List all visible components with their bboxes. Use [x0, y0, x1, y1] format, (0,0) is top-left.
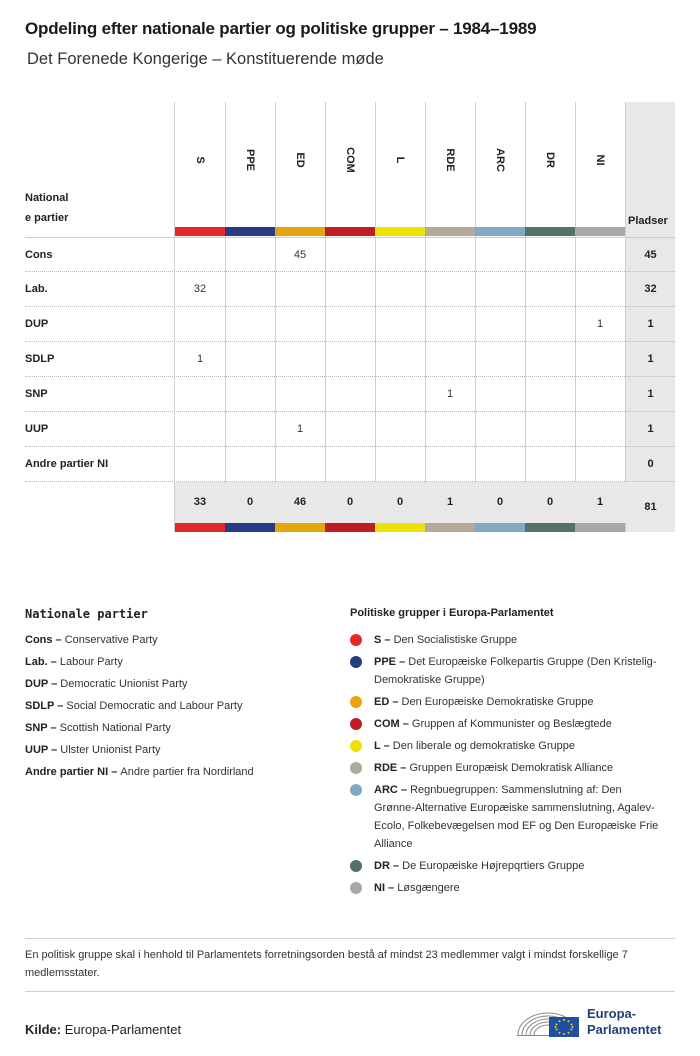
legend-party-name: Scottish National Party [59, 722, 171, 734]
table-cell: 1 [296, 423, 304, 435]
legend-separator: – [380, 740, 393, 752]
legend-party-item [25, 675, 187, 693]
legend-group-item [374, 631, 664, 649]
column-total-cell: 0 [496, 496, 504, 508]
group-color-bar [575, 523, 625, 532]
legend-party-item [25, 653, 123, 671]
legend-group-color-dot [350, 882, 362, 894]
group-color-bar [325, 523, 375, 532]
legend-separator: – [48, 678, 61, 690]
page-title: Opdeling efter nationale partier og politiske grupper – 1984–1989 [25, 19, 537, 38]
group-color-bar [425, 523, 475, 532]
legend-group-name: Den Socialistiske Gruppe [393, 634, 518, 646]
table-row [25, 342, 675, 377]
group-color-bar [225, 227, 275, 236]
group-header-arc [475, 102, 525, 227]
legend-group-abbr: RDE [374, 762, 398, 774]
legend-group-color-dot [350, 860, 362, 872]
group-header-s [175, 102, 225, 227]
legend-separator: – [108, 766, 121, 778]
grand-total-cell: 81 [644, 501, 657, 513]
logo-line-2: Parlamentet [587, 1022, 662, 1037]
column-total-cell: 0 [346, 496, 354, 508]
legend-group-name: Løsgængere [397, 882, 460, 894]
legend-party-name: Ulster Unionist Party [60, 744, 161, 756]
divider [25, 991, 675, 992]
legend-separator: – [397, 762, 410, 774]
row-party-label: Andre partier NI [25, 458, 109, 470]
legend-party-item [25, 763, 254, 781]
column-total-cell: 46 [293, 496, 307, 508]
legend-group-name: Gruppen af Kommunister og Beslægtede [411, 718, 612, 730]
table-row [25, 447, 675, 482]
legend-separator: – [48, 744, 61, 756]
legend-group-abbr: DR [374, 860, 390, 872]
row-total-cell: 1 [647, 318, 654, 330]
group-color-bar [575, 227, 625, 236]
legend-party-item [25, 719, 171, 737]
group-color-bar [525, 523, 575, 532]
row-total-cell: 1 [647, 388, 654, 400]
group-header-ppe [225, 102, 275, 227]
legend-group-color-dot [350, 634, 362, 646]
row-total-cell: 0 [647, 458, 654, 470]
legend-group-abbr: ED [374, 696, 390, 708]
legend-party-item [25, 631, 158, 649]
group-header-ed [275, 102, 325, 227]
legend-party-name: Labour Party [59, 656, 123, 668]
row-total-cell: 1 [647, 423, 654, 435]
table-row [25, 412, 675, 447]
table-cell: 1 [596, 318, 604, 330]
group-header-com [325, 102, 375, 227]
legend-party-abbr: UUP [25, 744, 49, 756]
legend-group-color-dot [350, 718, 362, 730]
row-party-label: Lab. [25, 283, 48, 295]
legend-separator: – [396, 656, 409, 668]
legend-party-item [25, 741, 161, 759]
logo-wordmark [587, 1006, 661, 1038]
legend-separator: – [385, 882, 398, 894]
table-row [25, 272, 675, 307]
group-color-bar [425, 227, 475, 236]
legend-separator: – [381, 634, 394, 646]
legend-group-abbr: COM [374, 718, 400, 730]
group-code: ARC [494, 148, 506, 172]
legend-group-color-dot [350, 784, 362, 796]
group-code: PPE [244, 148, 256, 172]
legend-separator: – [389, 860, 403, 872]
legend-party-name: Social Democratic and Labour Party [66, 700, 243, 712]
row-party-label: UUP [25, 423, 49, 435]
group-color-bar [175, 523, 225, 532]
table-row [25, 307, 675, 342]
legend-party-item [25, 697, 242, 715]
column-total-cell: 0 [396, 496, 404, 508]
row-header-label: National e partier [25, 192, 69, 224]
group-color-bar [225, 523, 275, 532]
legend-group-color-dot [350, 696, 362, 708]
legend-separator: – [47, 656, 60, 668]
group-code: ED [294, 152, 306, 168]
group-code: NI [594, 154, 606, 166]
legend-group-name: De Europæiske Højrepqrtiers Gruppe [402, 860, 585, 872]
source-line [25, 1022, 181, 1037]
legend-group-name: Den liberale og demokratiske Gruppe [392, 740, 575, 752]
source-label: Kilde: [25, 1022, 62, 1037]
legend-group-item [374, 693, 664, 711]
legend-group-item [374, 759, 664, 777]
legend-group-name: Gruppen Europæisk Demokratisk Alliance [409, 762, 614, 774]
parliament-logo-icon [515, 1001, 581, 1039]
table-cell: 1 [196, 353, 204, 365]
legend-group-name: Det Europæiske Folkepartis Gruppe (Den Kristelig-Demokratiske Gruppe) [374, 656, 657, 686]
group-color-bar [525, 227, 575, 236]
group-code: S [194, 156, 206, 164]
group-header-dr [525, 102, 575, 227]
group-color-bar [475, 523, 525, 532]
legend-party-name: Andre partier fra Nordirland [120, 766, 254, 778]
group-color-bar [375, 523, 425, 532]
table-row [25, 377, 675, 412]
legend-group-abbr: NI [374, 882, 385, 894]
legend-party-name: Conservative Party [64, 634, 158, 646]
legend-party-name: Democratic Unionist Party [60, 678, 188, 690]
group-code: RDE [444, 148, 456, 172]
legend-separator: – [399, 718, 412, 730]
legend-party-abbr: DUP [25, 678, 49, 690]
legend-group-color-dot [350, 656, 362, 668]
legend-separator: – [389, 696, 402, 708]
legend-party-abbr: Cons [25, 634, 53, 646]
divider [25, 938, 675, 939]
column-total-cell: 0 [246, 496, 254, 508]
legend-group-item [374, 879, 664, 897]
legend-group-abbr: S [374, 634, 382, 646]
row-total-cell: 32 [644, 283, 657, 295]
row-party-label: DUP [25, 318, 49, 330]
row-party-label: SNP [25, 388, 48, 400]
legend-group-color-dot [350, 740, 362, 752]
row-total-cell: 45 [644, 249, 657, 261]
source-value: Europa-Parlamentet [64, 1022, 182, 1037]
legend-group-item [374, 857, 664, 875]
legend-group-item [374, 781, 664, 853]
legend-group-item [374, 737, 664, 755]
legend-group-abbr: L [374, 740, 381, 752]
group-color-bar [375, 227, 425, 236]
group-color-bar [275, 227, 325, 236]
table-cell: 32 [193, 283, 207, 295]
legend-party-abbr: SDLP [25, 700, 55, 712]
footnote: En politisk gruppe skal i henhold til Parlamentets forretningsorden bestå af mindst 23 medlemmer valgt i mindst forskellige 7 medlemsstater. [25, 949, 628, 979]
page-subtitle: Det Forenede Kongerige – Konstituerende møde [27, 50, 384, 68]
legend-separator: – [47, 722, 60, 734]
group-code: DR [544, 152, 556, 168]
group-color-bar [475, 227, 525, 236]
group-color-bar [275, 523, 325, 532]
group-color-bar [325, 227, 375, 236]
legend-group-abbr: PPE [374, 656, 397, 668]
legend-group-item [374, 653, 664, 689]
legend-separator: – [52, 634, 65, 646]
column-total-cell: 0 [546, 496, 554, 508]
table-row [25, 237, 675, 272]
legend-party-abbr: Lab. [25, 656, 48, 668]
legend-separator: – [54, 700, 67, 712]
group-header-l [375, 102, 425, 227]
group-code: L [394, 156, 406, 164]
legend-group-name: Den Europæiske Demokratiske Gruppe [401, 696, 594, 708]
legend-group-color-dot [350, 762, 362, 774]
row-party-label: Cons [25, 249, 53, 261]
row-party-label: SDLP [25, 353, 55, 365]
legend-group-item [374, 715, 664, 733]
legend-group-abbr: ARC [374, 784, 398, 796]
group-header-ni [575, 102, 625, 227]
group-header-rde [425, 102, 475, 227]
legend-party-abbr: SNP [25, 722, 48, 734]
logo-line-1: Europa- [587, 1006, 637, 1021]
column-total-cell: 1 [446, 496, 454, 508]
table-cell: 1 [446, 388, 454, 400]
row-total-cell: 1 [647, 353, 654, 365]
total-header-label: Pladser [628, 215, 668, 227]
legend-party-abbr: Andre partier NI [25, 766, 109, 778]
legend-groups-title: Politiske grupper i Europa-Parlamentet [350, 607, 554, 619]
column-total-cell: 1 [596, 496, 604, 508]
group-color-bar [175, 227, 225, 236]
column-total-cell: 33 [193, 496, 207, 508]
legend-group-name: Regnbuegruppen: Sammenslutning af: Den Grønne-Alternative Europæiske sammenslutning, Agalev-Ecolo, Folkebevægelsen mod EF og Den Europæiske Frie Alliance [374, 784, 659, 850]
legend-parties-title: Nationale partier [25, 607, 148, 621]
legend-separator: – [397, 784, 411, 796]
group-code: COM [344, 147, 356, 173]
table-cell: 45 [293, 249, 307, 261]
